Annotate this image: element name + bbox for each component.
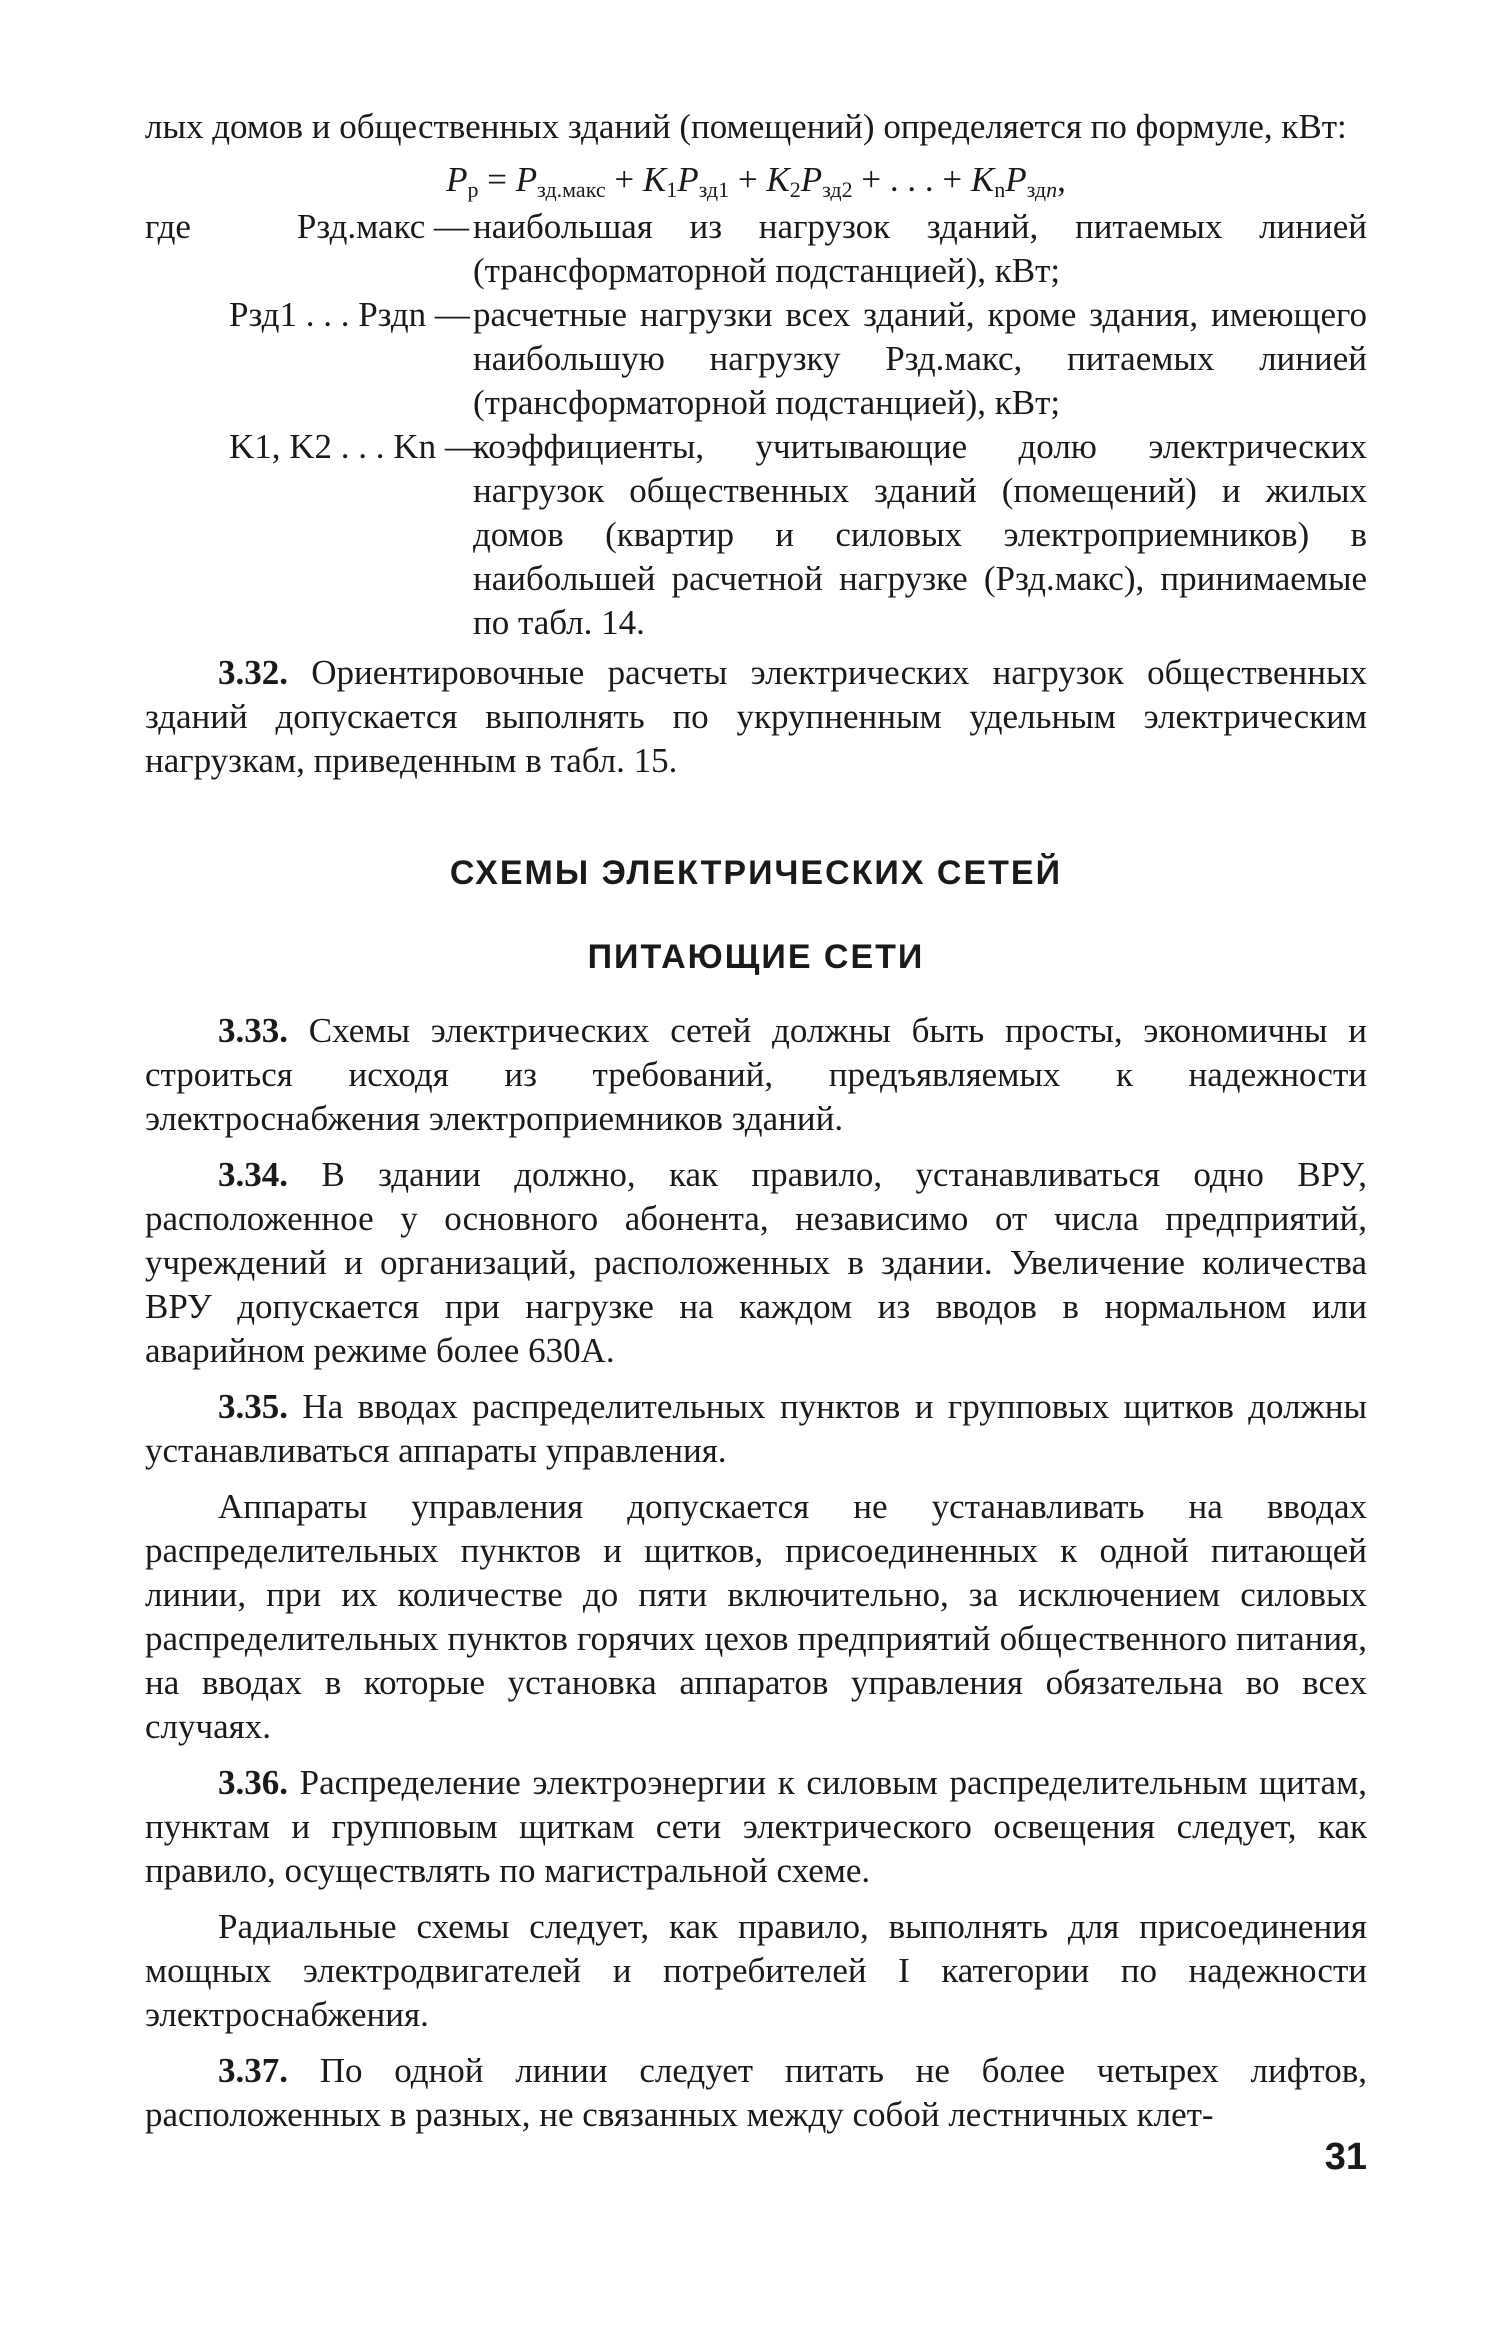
formula-ellipsis: + . . . + <box>852 160 971 199</box>
definition-symbol: Pзд1 . . . Pздn — <box>229 295 470 334</box>
clause-number: 3.32. <box>218 653 288 692</box>
clause-text: Ориентировочные расчеты электрических нагрузок общественных зданий допускается выполнять по укрупненным удельным электрическим нагрузкам, приведенным в табл. 15. <box>145 653 1367 780</box>
intro-paragraph: лых домов и общественных зданий (помещений) определяется по формуле, кВт: <box>145 107 1347 146</box>
formula-comma: , <box>1057 160 1066 199</box>
paragraph-3-34 <box>145 1153 1367 1373</box>
subsection-heading: ПИТАЮЩИЕ СЕТИ <box>587 938 925 976</box>
clause-number: 3.35. <box>218 1387 288 1426</box>
page-number: 31 <box>1324 2136 1367 2178</box>
formula-equals: = <box>478 160 516 199</box>
formula-kn-sub: n <box>994 177 1006 202</box>
definition-symbol: K1, K2 . . . Kn — <box>229 427 480 466</box>
definition-spacer <box>145 293 229 425</box>
definition-text: наибольшая из нагрузок зданий, питаемых линией (трансформаторной подстанцией), кВт; <box>473 207 1367 290</box>
formula-k2: K <box>766 160 790 199</box>
definition-text: коэффициенты, учитывающие долю электрических нагрузок общественных зданий (помещений) и жилых домов (квартир и силовых электроприемников) в наибольшей расчетной нагрузке (Pзд.макс), принимаемые по табл. 14. <box>473 427 1367 642</box>
clause-text: На вводах распределительных пунктов и групповых щитков должны устанавливаться аппараты управления. <box>145 1387 1367 1470</box>
definition-text: расчетные нагрузки всех зданий, кроме здания, имеющего наибольшую нагрузку Pзд.макс, питаемых линией (трансформаторной подстанцией), кВт; <box>473 295 1367 422</box>
formula-plus: + <box>605 160 643 199</box>
formula-term1: P <box>515 160 538 199</box>
paragraph-3-33 <box>145 1009 1367 1141</box>
formula-k1-sub: 1 <box>666 177 678 202</box>
clause-text: Схемы электрических сетей должны быть просты, экономичны и строиться исходя из требований, предъявляемых к надежности электроснабжения электроприемников зданий. <box>145 1011 1367 1138</box>
where-label: где <box>145 207 191 246</box>
definition-symbol: Pзд.макс — <box>296 207 469 246</box>
document-page <box>145 105 1367 2137</box>
formula-kn: K <box>970 160 995 199</box>
formula-pn-sub: зд <box>1026 177 1047 202</box>
definition-spacer <box>145 425 229 645</box>
paragraph-3-36-continued: Радиальные схемы следует, как правило, выполнять для присоединения мощных электродвигателей и потребителей I категории по надежности электроснабжения. <box>145 1907 1367 2034</box>
formula-p1: P <box>677 160 699 199</box>
paragraph-3-32 <box>145 651 1367 783</box>
formula-pn: P <box>1005 160 1027 199</box>
paragraph-3-35 <box>145 1385 1367 1473</box>
formula-k1: K <box>642 160 667 199</box>
formula-p2: P <box>800 160 823 199</box>
formula-pn-sub-group <box>1027 177 1058 202</box>
formula-k2-sub: 2 <box>789 177 801 202</box>
definitions-list <box>145 205 1367 645</box>
formula-plus: + <box>729 160 767 199</box>
formula-pn-sub-index: n <box>1046 177 1058 202</box>
clause-number: 3.37. <box>218 2051 288 2090</box>
clause-number: 3.36. <box>218 1763 288 1802</box>
clause-text: Распределение электроэнергии к силовым распределительным щитам, пунктам и групповым щиткам сети электрического освещения следует, как правило, осуществлять по магистральной схеме. <box>145 1763 1367 1890</box>
clause-number: 3.33. <box>218 1011 288 1050</box>
formula-lhs: P <box>446 160 468 199</box>
clause-text: По одной линии следует питать не более четырех лифтов, расположенных в разных, не связанных между собой лестничных клет- <box>145 2051 1367 2134</box>
formula-lhs-sub: р <box>467 177 479 202</box>
formula-term1-sub: зд.макс <box>537 177 606 202</box>
paragraph-3-37 <box>145 2049 1367 2137</box>
load-formula <box>145 157 1367 203</box>
formula-p1-sub: зд1 <box>698 177 730 202</box>
formula-p2-sub: зд2 <box>822 177 853 202</box>
section-heading: СХЕМЫ ЭЛЕКТРИЧЕСКИХ СЕТЕЙ <box>449 854 1063 892</box>
paragraph-3-35-continued: Аппараты управления допускается не устанавливать на вводах распределительных пунктов и щитков, присоединенных к одной питающей линии, при их количестве до пяти включительно, за исключением силовых распределительных пунктов горячих цехов предприятий общественного питания, на вводах в которые установка аппаратов управления обязательна во всех случаях. <box>145 1487 1367 1746</box>
clause-text: В здании должно, как правило, устанавливаться одно ВРУ, расположенное у основного абонента, независимо от числа предприятий, учреждений и организаций, расположенных в здании. Увеличение количества ВРУ допускается при нагрузке на каждом из вводов в нормальном или аварийном режиме более 630А. <box>145 1155 1367 1370</box>
clause-number: 3.34. <box>218 1155 288 1194</box>
paragraph-3-36 <box>145 1761 1367 1893</box>
